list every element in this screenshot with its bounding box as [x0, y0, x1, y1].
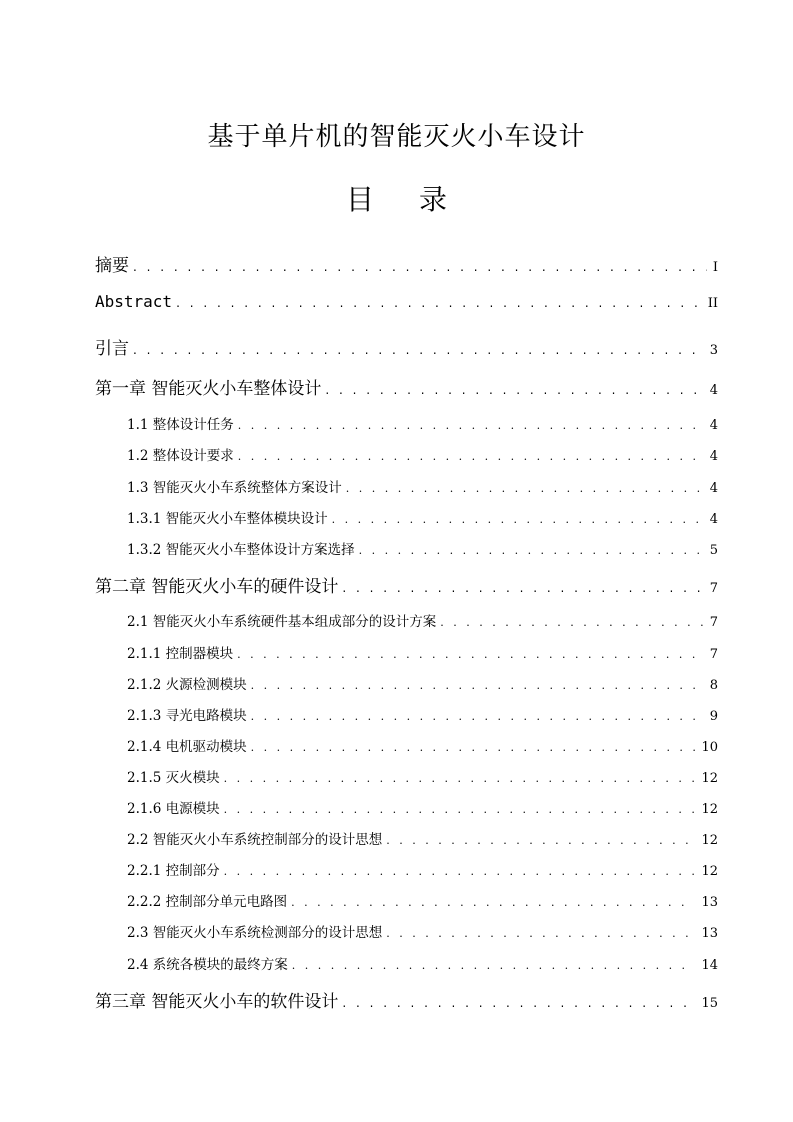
- toc-entry-label: 2.1 智能灭火小车系统硬件基本组成部分的设计方案: [127, 614, 437, 630]
- toc-entry-label: 2.4 系统各模块的最终方案: [127, 957, 288, 973]
- toc-entry-label: 1.1 整体设计任务: [127, 417, 234, 433]
- dot-leader: [238, 450, 704, 463]
- dot-leader: [291, 896, 695, 909]
- toc-entry-1-3[interactable]: [127, 476, 718, 496]
- toc-entry-page: 5: [709, 543, 718, 558]
- toc-entry-label: Abstract: [95, 292, 173, 311]
- toc-entry-label: 2.2.2 控制部分单元电路图: [127, 894, 288, 910]
- dot-leader: [133, 260, 707, 274]
- toc-entry-2-2[interactable]: [127, 828, 718, 848]
- dot-leader: [133, 343, 704, 357]
- toc-entry-page: 7: [709, 581, 718, 596]
- toc-entry-page: 7: [709, 615, 718, 630]
- toc-entry-page: 12: [701, 833, 718, 848]
- dot-leader: [292, 959, 696, 972]
- toc-entry-introduction[interactable]: [95, 334, 718, 359]
- toc-entry-2-3[interactable]: [127, 921, 718, 941]
- toc-entry-label: 2.3 智能灭火小车系统检测部分的设计思想: [127, 925, 383, 941]
- toc-entry-page: 12: [701, 864, 718, 879]
- toc-entry-2-1-3[interactable]: [127, 704, 718, 724]
- toc-entry-page: 8: [709, 678, 718, 693]
- toc-entry-label: 引言: [95, 339, 129, 359]
- toc-entry-label: 1.2 整体设计要求: [127, 448, 234, 464]
- toc-entry-page: 12: [701, 771, 718, 786]
- toc-entry-2-1-2[interactable]: [127, 673, 718, 693]
- toc-entry-2-1-1[interactable]: [127, 642, 718, 662]
- dot-leader: [440, 616, 703, 629]
- dot-leader: [251, 679, 704, 692]
- dot-leader: [346, 482, 704, 495]
- toc-entry-chapter-2[interactable]: [95, 572, 718, 597]
- toc-entry-abstract-cn[interactable]: [95, 251, 718, 276]
- toc-entry-1-3-2[interactable]: [127, 538, 718, 558]
- toc-entry-label: 2.1.2 火源检测模块: [127, 677, 247, 693]
- toc-entry-label: 第二章 智能灭火小车的硬件设计: [95, 577, 339, 597]
- dot-leader: [224, 865, 696, 878]
- toc-entry-label: 2.2 智能灭火小车系统控制部分的设计思想: [127, 832, 383, 848]
- toc-entry-page: 15: [701, 996, 718, 1011]
- toc-entry-2-4[interactable]: [127, 953, 718, 973]
- dot-leader: [224, 772, 696, 785]
- toc-entry-1-1[interactable]: [127, 413, 718, 433]
- toc-entry-1-3-1[interactable]: [127, 507, 718, 527]
- toc-entry-label: 2.1.3 寻光电路模块: [127, 708, 247, 724]
- toc-entry-page: 9: [709, 709, 718, 724]
- toc-entry-2-1-5[interactable]: [127, 766, 718, 786]
- dot-leader: [342, 996, 695, 1010]
- toc-entry-page: 4: [709, 512, 718, 527]
- toc-entry-1-2[interactable]: [127, 444, 718, 464]
- dot-leader: [251, 741, 696, 754]
- toc-entry-2-1[interactable]: [127, 610, 718, 630]
- dot-leader: [251, 710, 704, 723]
- toc-entry-page: I: [712, 260, 718, 275]
- toc-entry-page: 14: [701, 958, 718, 973]
- toc-entry-page: 4: [709, 383, 718, 398]
- toc-entry-page: 4: [709, 418, 718, 433]
- toc-entry-chapter-1[interactable]: [95, 374, 718, 399]
- toc-entry-page: 4: [709, 449, 718, 464]
- dot-leader: [325, 383, 703, 397]
- toc-entry-page: 3: [709, 343, 718, 358]
- toc-entry-label: 2.1.6 电源模块: [127, 801, 220, 817]
- toc-entry-chapter-3[interactable]: [95, 987, 718, 1012]
- toc-entry-page: 10: [701, 740, 718, 755]
- toc-entry-label: 1.3.2 智能灭火小车整体设计方案选择: [127, 542, 355, 558]
- dot-leader: [342, 581, 703, 595]
- toc-entry-label: 第三章 智能灭火小车的软件设计: [95, 992, 339, 1012]
- toc-entry-page: 13: [701, 895, 718, 910]
- toc-entry-label: 2.2.1 控制部分: [127, 863, 220, 879]
- toc-entry-page: 4: [709, 481, 718, 496]
- toc-entry-2-2-2[interactable]: [127, 890, 718, 910]
- dot-leader: [238, 419, 704, 432]
- toc-entry-2-1-4[interactable]: [127, 735, 718, 755]
- dot-leader: [237, 648, 704, 661]
- toc-entry-label: 1.3.1 智能灭火小车整体模块设计: [127, 511, 328, 527]
- dot-leader: [386, 927, 695, 940]
- dot-leader: [386, 834, 695, 847]
- dot-leader: [224, 803, 696, 816]
- toc-entry-abstract-en[interactable]: [95, 292, 718, 311]
- toc-entry-2-1-6[interactable]: [127, 797, 718, 817]
- toc-entry-label: 第一章 智能灭火小车整体设计: [95, 379, 322, 399]
- document-title: 基于单片机的智能灭火小车设计: [207, 122, 586, 152]
- dot-leader: [332, 513, 704, 526]
- toc-entry-label: 摘要: [95, 256, 129, 276]
- toc-entry-page: 7: [709, 647, 718, 662]
- toc-entry-label: 2.1.1 控制器模块: [127, 646, 234, 662]
- toc-entry-page: 12: [701, 802, 718, 817]
- toc-entry-label: 2.1.4 电机驱动模块: [127, 739, 247, 755]
- toc-entry-page: II: [707, 296, 718, 311]
- toc-entry-label: 2.1.5 灭火模块: [127, 770, 220, 786]
- dot-leader: [359, 544, 704, 557]
- toc-heading: 目 录: [346, 183, 465, 216]
- toc-entry-2-2-1[interactable]: [127, 859, 718, 879]
- toc-entry-page: 13: [701, 926, 718, 941]
- dot-leader: [176, 296, 702, 310]
- toc-entry-label: 1.3 智能灭火小车系统整体方案设计: [127, 480, 342, 496]
